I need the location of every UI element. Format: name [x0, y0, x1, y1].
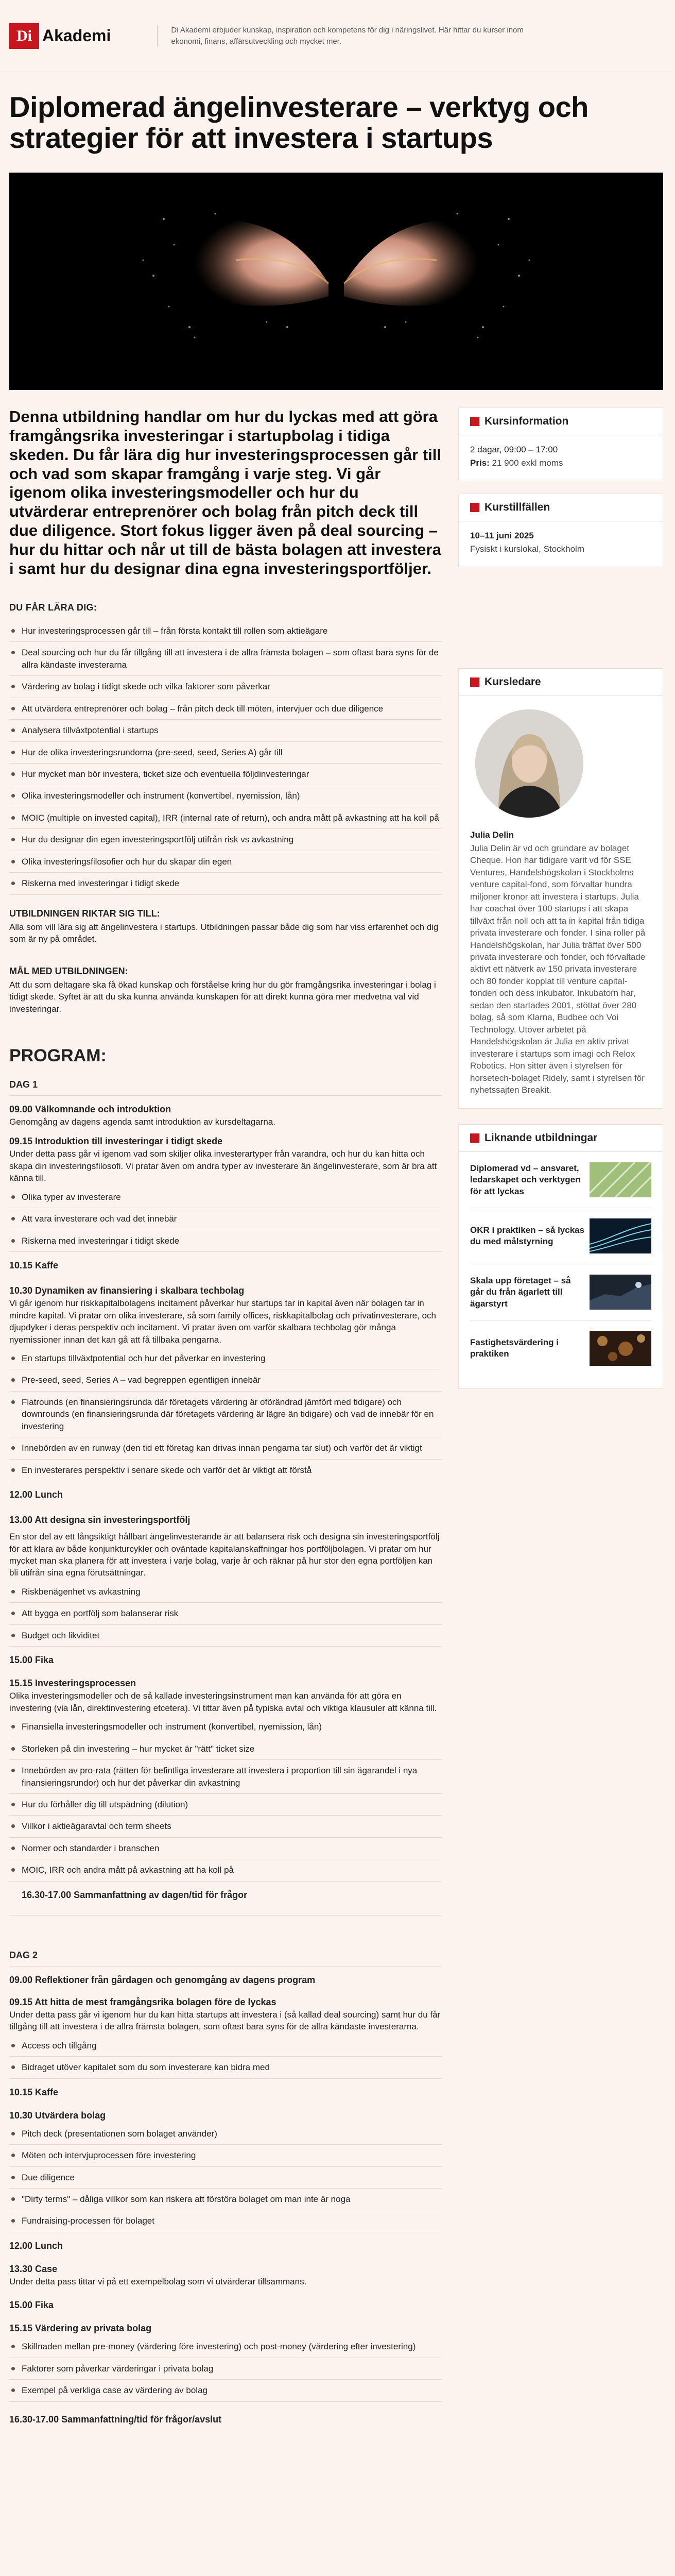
session-list [9, 2336, 442, 2401]
session-list [9, 1348, 442, 1481]
sidebar [458, 408, 663, 2425]
card-heading [459, 415, 663, 435]
session-title: 12.00 Lunch [9, 1489, 63, 1500]
course-description [9, 408, 442, 2425]
related-course-item[interactable] [470, 1152, 651, 1208]
session-title: 09.15 Att hitta de mest framgångsrika bolagen före de lyckas [9, 1996, 276, 2007]
session-text: Under detta pass går vi igenom vad som skiljer olika investerartyper från varandra, och hur du kan hitta och skapa din investeringsfilosofi. Vi pratar även om andra typer av investerare än ängelinvesterare, som är bra att känna till. [9, 1149, 437, 1183]
card-heading-label: Kursledare [484, 675, 541, 688]
related-course-thumbnail[interactable] [590, 1218, 651, 1253]
list-item: En startups tillväxtpotential och hur det påverkar en investering [9, 1348, 442, 1369]
session-title: 15.00 Fika [9, 2300, 54, 2311]
related-course-item[interactable] [470, 1320, 651, 1376]
session-title: 09.00 Reflektioner från gårdagen och genomgång av dagens program [9, 1974, 316, 1985]
square-icon [470, 1133, 479, 1143]
day-divider [9, 1915, 442, 1936]
list-item: Bidraget utöver kapitalet som du som investerare kan bidra med [9, 2057, 442, 2078]
day1-heading: DAG 1 [9, 1079, 442, 1096]
list-item: Möten och intervjuprocessen före investering [9, 2145, 442, 2166]
list-item: Innebörden av pro-rata (rätten för befintliga investerare att investera i proportion till sin ägarandel i nya finansieringsrundor) och hur det påverkar din avkastning [9, 1760, 442, 1794]
list-item: Budget och likviditet [9, 1625, 442, 1647]
course-dates-card [458, 494, 663, 567]
related-course-item[interactable] [470, 1208, 651, 1264]
session-title: 16.30-17.00 Sammanfattning/tid för frågor/avslut [9, 2414, 222, 2425]
related-course-thumbnail[interactable] [590, 1162, 651, 1197]
related-course-thumbnail[interactable] [590, 1275, 651, 1310]
session-title: 15.15 Värdering av privata bolag [9, 2323, 152, 2334]
list-item: Hur investeringsprocessen går till – från första kontakt till rollen som aktieägare [9, 620, 442, 642]
session-list [9, 2123, 442, 2232]
leader-name: Julia Delin [470, 829, 514, 840]
logo-mark: Di [9, 23, 39, 49]
session-title: 09.00 Välkomnande och introduktion [9, 1104, 171, 1114]
program-heading: PROGRAM: [9, 1045, 107, 1065]
course-leader-card [458, 668, 663, 1109]
session-title: 13.00 Att designa sin investeringsportfölj [9, 1515, 191, 1526]
list-item: Storleken på din investering – hur mycket är "rätt" ticket size [9, 1738, 442, 1760]
list-item: Villkor i aktieägaravtal och term sheets [9, 1816, 442, 1837]
hero-image [9, 173, 663, 390]
list-item: Due diligence [9, 2167, 442, 2189]
list-item: Hur du förhåller dig till utspädning (dilution) [9, 1794, 442, 1816]
list-item: Skillnaden mellan pre-money (värdering före investering) och post-money (värdering efter investering) [9, 2336, 442, 2358]
session-list [9, 1187, 442, 1252]
card-heading [459, 501, 663, 521]
list-item: Hur du designar din egen investeringsportfölj utifrån risk vs avkastning [9, 829, 442, 851]
header-tagline: Di Akademi erbjuder kunskap, inspiration och kompetens för dig i näringslivet. Här hittar du kurser inom ekonomi, finans, affärsutveckling och mycket mer. [157, 25, 528, 47]
list-item: Pitch deck (presentationen som bolaget använder) [9, 2123, 442, 2145]
course-place: Fysiskt i kurslokal, Stockholm [470, 544, 584, 554]
list-item: Flatrounds (en finansieringsrunda där företagets värdering är oförändrad jämfört med tidigare) och downrounds (en finansieringsrunda där företagets värdering är lägre än tidigare) och vad de innebär för en investering [9, 1392, 442, 1437]
learn-heading: DU FÅR LÄRA DIG: [9, 602, 97, 613]
related-course-thumbnail[interactable] [590, 1331, 651, 1366]
session-title: 12.00 Lunch [9, 2240, 63, 2251]
list-item: Riskbenägenhet vs avkastning [9, 1581, 442, 1603]
session-list [9, 1581, 442, 1647]
goal-heading: MÅL MED UTBILDNINGEN: [9, 965, 128, 976]
list-item: Att vara investerare och vad det innebär [9, 1208, 442, 1230]
audience-heading: UTBILDNINGEN RIKTAR SIG TILL: [9, 908, 160, 919]
day2-heading: DAG 2 [9, 1950, 442, 1967]
audience-text: Alla som vill lära sig att ängelinvestera i startups. Utbildningen passar både dig som har viss erfarenhet och dig som är ny på området. [9, 922, 439, 944]
list-item: MOIC, IRR och andra mått på avkastning att ha koll på [9, 1859, 442, 1881]
price-value: 21 900 exkl moms [492, 457, 563, 468]
session-list [9, 2035, 442, 2079]
session-text: Vi går igenom hur riskkapitalbolagens incitament påverkar hur startups tar in kapital även när bolagen tar in mindre kapital. Vi pratar om olika investerare, så som family offices, riskkapitalbolag och privatinvesterare, och djupdyker i deras perspektiv och incitament. Vi pratar även om varför skalbara techbolag gör många nyemissioner innan det kan gå att få tillbaka pengarna. [9, 1298, 436, 1345]
session-title: 10.15 Kaffe [9, 1260, 59, 1271]
course-date[interactable]: 10–11 juni 2025 [470, 530, 534, 540]
page-title: Diplomerad ängelinvesterare – verktyg och strategier för att investera i startups [9, 91, 589, 155]
session-text: Olika investeringsmodeller och de så kallade investeringsinstrument man kan använda för att göra en investering (via lån, direktinvestering etcetera). Vi tittar även på typiska avtal och viktiga klausuler att känna till. [9, 1691, 437, 1713]
card-heading [459, 1132, 663, 1152]
lead-paragraph: Denna utbildning handlar om hur du lyckas med att göra framgångsrika investeringar i startupbolag i tidiga skeden. Du får lära dig hur investeringsprocessen går till och vad som skapar framgång i varje steg. Vi går igenom olika investeringsmodeller och hur du utvärderar entreprenörer och bolag från pitch deck till due diligence. Stort fokus ligger även på deal sourcing – hur du hittar och når ut till de bästa bolagen att investera i samt hur du designar dina egna investeringsportföljer. [9, 407, 441, 578]
site-header [0, 0, 675, 72]
square-icon [470, 417, 479, 426]
square-icon [470, 503, 479, 512]
list-item: Riskerna med investeringar i tidigt skede [9, 873, 442, 894]
session-title: 09.15 Introduktion till investeringar i tidigt skede [9, 1136, 223, 1147]
leader-bio: Julia Delin är vd och grundare av bolaget Cheque. Hon har tidigare varit vd för SSE Ventures, Handelshögskolan i Stockholms venture capital-fond, som förvaltar hundra miljoner kronor att investera i startups. Julia har coachat över 100 startups i att skapa tillväxt från noll och att ta in kapital från tidiga privata investerare och fonder. I sina roller på Handelshögskolan, har Julia träffat över 500 privata investerare och fonder, och förvaltade aktivt ett nätverk av 150 privata investerare och 80 fonder kopplat till venture capital-fonden och dess inkubator. Inkubatorn har, sedan den startades 2001, stöttat över 280 bolag, så som Klarna, Budbee och Voi Technology. Utöver arbetet på Handelshögskolan är Julia en aktiv privat investerare i startups som imagi och Relox Robotics. Hon sitter även i styrelsen för horsetech-bolaget Ridely, samt i styrelsen för nyhetssajten Breakit. [470, 843, 646, 1095]
goal-text: Att du som deltagare ska få ökad kunskap och förståelse kring hur du gör framgångsrika investeringar i bolag i tidigt skede. Syftet är att du ska kunna använda kunskapen för att direkt kunna göra mer medvetna val vid investeringar. [9, 979, 436, 1014]
related-course-title[interactable]: Diplomerad vd – ansvaret, ledarskapet och verktygen för att lyckas [470, 1163, 581, 1196]
list-item: Exempel på verkliga case av värdering av bolag [9, 2380, 442, 2401]
session-list [9, 1716, 442, 1882]
list-item: Olika typer av investerare [9, 1187, 442, 1208]
list-item: "Dirty terms" – dåliga villkor som kan riskera att förstöra bolaget om man inte är noga [9, 2189, 442, 2210]
list-item: Att utvärdera entreprenörer och bolag – från pitch deck till möten, intervjuer och due diligence [9, 698, 442, 720]
logo-text: Akademi [42, 26, 111, 45]
list-item: Faktorer som påverkar värderingar i privata bolag [9, 2358, 442, 2380]
session-title: 15.15 Investeringsprocessen [9, 1678, 136, 1689]
list-item: Finansiella investeringsmodeller och instrument (konvertibel, nyemission, lån) [9, 1716, 442, 1738]
session-title: 10.30 Utvärdera bolag [9, 2110, 106, 2121]
list-item: Normer och standarder i branschen [9, 1838, 442, 1859]
card-heading-label: Liknande utbildningar [484, 1132, 598, 1144]
list-item: Hur mycket man bör investera, ticket size och eventuella följdinvesteringar [9, 764, 442, 785]
square-icon [470, 677, 479, 687]
price-label: Pris: [470, 457, 490, 468]
related-course-title[interactable]: Fastighetsvärdering i praktiken [470, 1337, 559, 1359]
list-item: MOIC (multiple on invested capital), IRR (internal rate of return), och andra mått på avkastning att ha koll på [9, 807, 442, 829]
list-item: Deal sourcing och hur du får tillgång till att investera i de allra främsta bolagen – som oftast bara syns för de allra kändaste investerarna [9, 642, 442, 676]
session-text: En stor del av ett långsiktigt hållbart ängelinvesterande är att balansera risk och designa sin investeringsportfölj för att klara av både konjunkturcykler och oväntade kapitalanskaffningar hos portföljbolagen. Vi pratar om hur mycket man ska planera för att investera i varje bolag, varje år och räknar på hur stor den egna portföljen kan bli utifrån sina egna förutsättningar. [9, 1532, 440, 1578]
course-info-card [458, 408, 663, 481]
list-item: Riskerna med investeringar i tidigt skede [9, 1230, 442, 1252]
list-item: Olika investeringsfilosofier och hur du skapar din egen [9, 851, 442, 873]
course-duration: 2 dagar, 09:00 – 17:00 [470, 444, 558, 454]
list-item: Access och tillgång [9, 2035, 442, 2057]
avatar [475, 709, 583, 818]
course-price [470, 458, 651, 468]
main-content [0, 92, 675, 2425]
session-title: 10.30 Dynamiken av finansiering i skalbara techbolag [9, 1285, 245, 1296]
list-item: Innebörden av en runway (den tid ett företag kan drivas innan pengarna tar slut) och varför det är viktigt [9, 1437, 442, 1459]
list-item: Fundraising-processen för bolaget [9, 2210, 442, 2232]
related-course-title[interactable]: Skala upp företaget – så går du från ägarlett till ägarstyrt [470, 1276, 571, 1309]
session-text: Under detta pass går vi igenom hur du kan hitta startups att investera i (så kallad deal sourcing) samt hur du får tillgång till att investera i de allra främsta bolagen, som oftast bara syns för de allra kändaste investerarna. [9, 2009, 441, 2032]
related-course-title[interactable]: OKR i praktiken – så lyckas du med målstyrning [470, 1225, 585, 1247]
list-item: En investerares perspektiv i senare skede och varför det är viktigt att förstå [9, 1460, 442, 1481]
list-item: Analysera tillväxtpotential i startups [9, 720, 442, 741]
list-item: Att bygga en portfölj som balanserar risk [9, 1603, 442, 1624]
session-title: 16.30-17.00 Sammanfattning av dagen/tid för frågor [22, 1889, 248, 1900]
session-title: 13.30 Case [9, 2263, 58, 2274]
related-courses-card [458, 1124, 663, 1389]
list-item: Olika investeringsmodeller och instrument (konvertibel, nyemission, lån) [9, 785, 442, 807]
card-heading-label: Kursinformation [484, 415, 569, 427]
session-title: 10.15 Kaffe [9, 2087, 59, 2097]
list-item: Hur de olika investeringsrundorna (pre-seed, seed, Series A) går till [9, 742, 442, 764]
di-akademi-logo[interactable] [9, 23, 111, 49]
related-course-item[interactable] [470, 1264, 651, 1320]
card-heading-label: Kurstillfällen [484, 501, 550, 513]
list-item: Värdering av bolag i tidigt skede och vilka faktorer som påverkar [9, 676, 442, 698]
card-heading [459, 676, 663, 696]
content-columns [9, 408, 666, 2425]
session-text: Under detta pass tittar vi på ett exempelbolag som vi utvärderar tillsammans. [9, 2276, 307, 2286]
session-title: 15.00 Fika [9, 1655, 54, 1666]
list-item: Pre-seed, seed, Series A – vad begreppen egentligen innebär [9, 1369, 442, 1391]
learn-list [9, 620, 442, 895]
session-text: Genomgång av dagens agenda samt introduktion av kursdeltagarna. [9, 1116, 275, 1127]
